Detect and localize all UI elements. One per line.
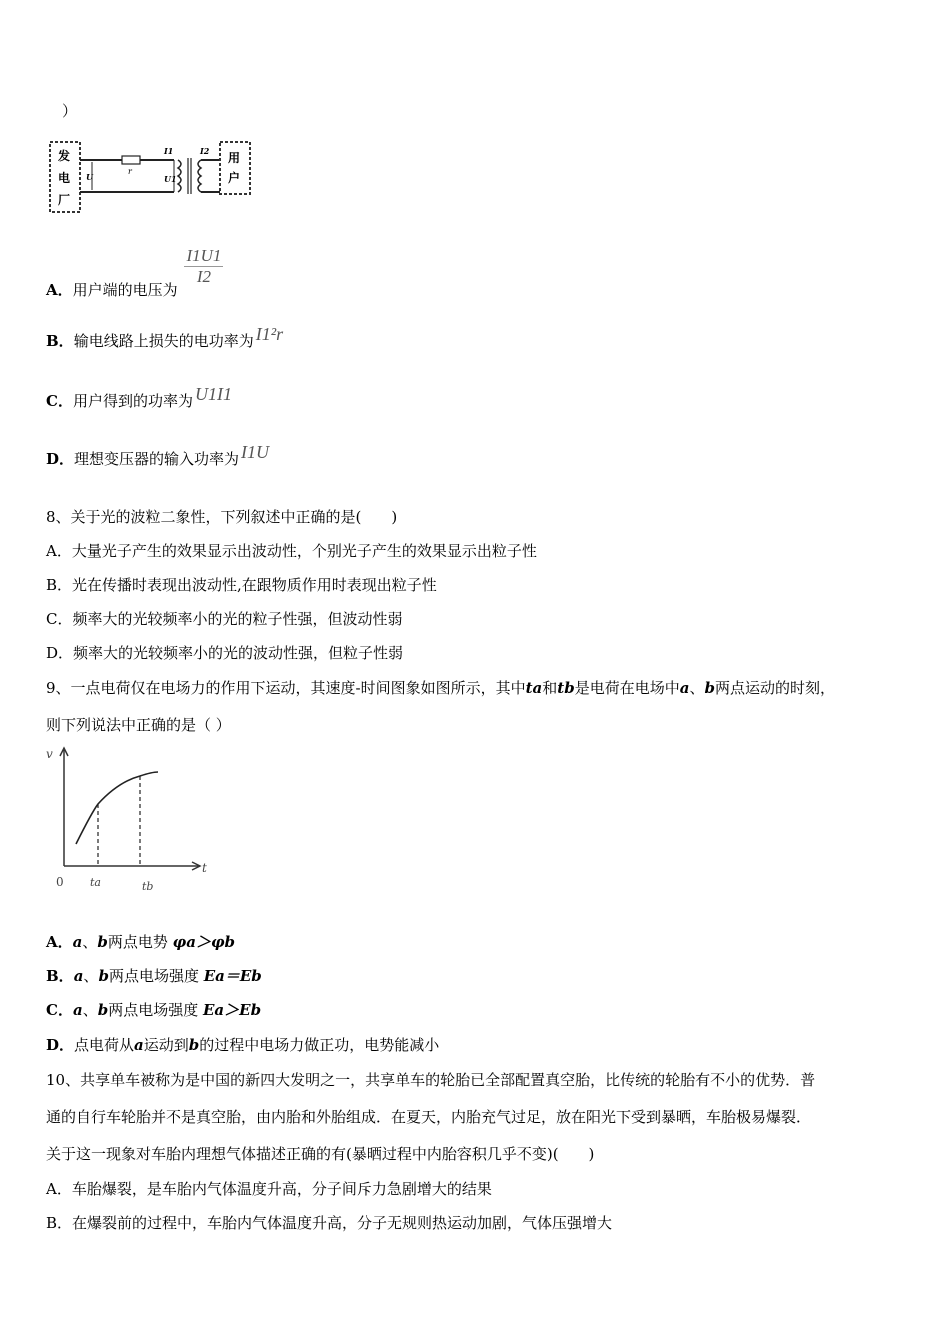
question-7-fragment: ） xyxy=(62,102,78,120)
label-U1: U1 xyxy=(164,174,177,184)
label-ta: ta xyxy=(90,876,101,889)
q8-option-a: A．大量光子产生的效果显示出波动性，个别光子产生的效果显示出粒子性 xyxy=(46,542,537,560)
resistor-r xyxy=(122,156,140,164)
question-9-stem-line2: 则下列说法中正确的是（ ） xyxy=(46,716,231,734)
transformer-secondary-coil xyxy=(198,160,201,192)
fraction-voltage: $\frac{I1U1}{I2}$ xyxy=(186,246,222,286)
velocity-time-graph xyxy=(40,742,220,897)
q8-option-d: D．频率大的光较频率小的光的波动性强，但粒子性弱 xyxy=(46,644,404,662)
question-10-stem-line3: 关于这一现象对车胎内理想气体描述正确的有(暴晒过程中内胎容积几乎不变)( ) xyxy=(46,1145,595,1163)
user-char-1: 用 xyxy=(228,151,241,165)
transformer-primary-coil xyxy=(178,160,181,192)
label-r: r xyxy=(128,167,132,176)
question-10-stem-line1: 10、共享单车被称为是中国的新四大发明之一，共享单车的轮胎已全部配置真空胎，比传统的轮胎有不小的优势．普 xyxy=(46,1071,816,1089)
q7-option-c: C．用户得到的功率为 U1I1 xyxy=(46,384,232,410)
q10-option-a: A．车胎爆裂，是车胎内气体温度升高，分子间斥力急剧增大的结果 xyxy=(46,1180,492,1198)
power-plant-char-3: 厂 xyxy=(58,193,71,207)
power-plant-char-2: 电 xyxy=(58,171,71,185)
q9-option-b: B．a、b两点电场强度 Ea＝Eb xyxy=(46,967,262,985)
q9-option-a: A．a、b两点电势 φa＞φb xyxy=(46,933,236,951)
label-I1: I1 xyxy=(164,146,174,156)
q7-option-b: B．输电线路上损失的电功率为 I1²r xyxy=(46,324,284,350)
transmission-circuit-diagram xyxy=(46,138,256,218)
q7-option-a: A．用户端的电压为 $\frac{I1U1}{I2}$ xyxy=(46,246,222,299)
q8-option-b: B．光在传播时表现出波动性,在跟物质作用时表现出粒子性 xyxy=(46,576,437,594)
q9-option-d: D．点电荷从a运动到b的过程中电场力做正功，电势能减小 xyxy=(46,1036,440,1054)
q10-option-b: B．在爆裂前的过程中，车胎内气体温度升高，分子无规则热运动加剧，气体压强增大 xyxy=(46,1214,613,1232)
label-t: t xyxy=(202,861,207,875)
label-origin: 0 xyxy=(56,875,64,889)
question-10-stem-line2: 通的自行车轮胎并不是真空胎，由内胎和外胎组成．在夏天，内胎充气过足，放在阳光下受到暴晒，车胎极易爆裂． xyxy=(46,1108,812,1126)
question-9-stem: 9、一点电荷仅在电场力的作用下运动，其速度-时间图象如图所示，其中ta和tb是电荷在电场中a、b两点运动的时刻， xyxy=(46,679,835,697)
label-U: U xyxy=(86,172,93,182)
q8-option-c: C．频率大的光较频率小的光的粒子性强，但波动性弱 xyxy=(46,610,403,628)
q9-option-c: C．a、b两点电场强度 Ea＞Eb xyxy=(46,1001,262,1019)
label-tb: tb xyxy=(142,880,154,893)
label-v: v xyxy=(46,747,53,761)
velocity-curve xyxy=(76,772,158,844)
q7-option-d: D．理想变压器的输入功率为 I1U xyxy=(46,442,270,468)
user-char-2: 户 xyxy=(228,171,241,185)
question-8-stem: 8、关于光的波粒二象性，下列叙述中正确的是( ) xyxy=(46,508,398,526)
label-I2: I2 xyxy=(200,146,210,156)
power-plant-char-1: 发 xyxy=(58,149,71,163)
user-box xyxy=(220,142,250,194)
